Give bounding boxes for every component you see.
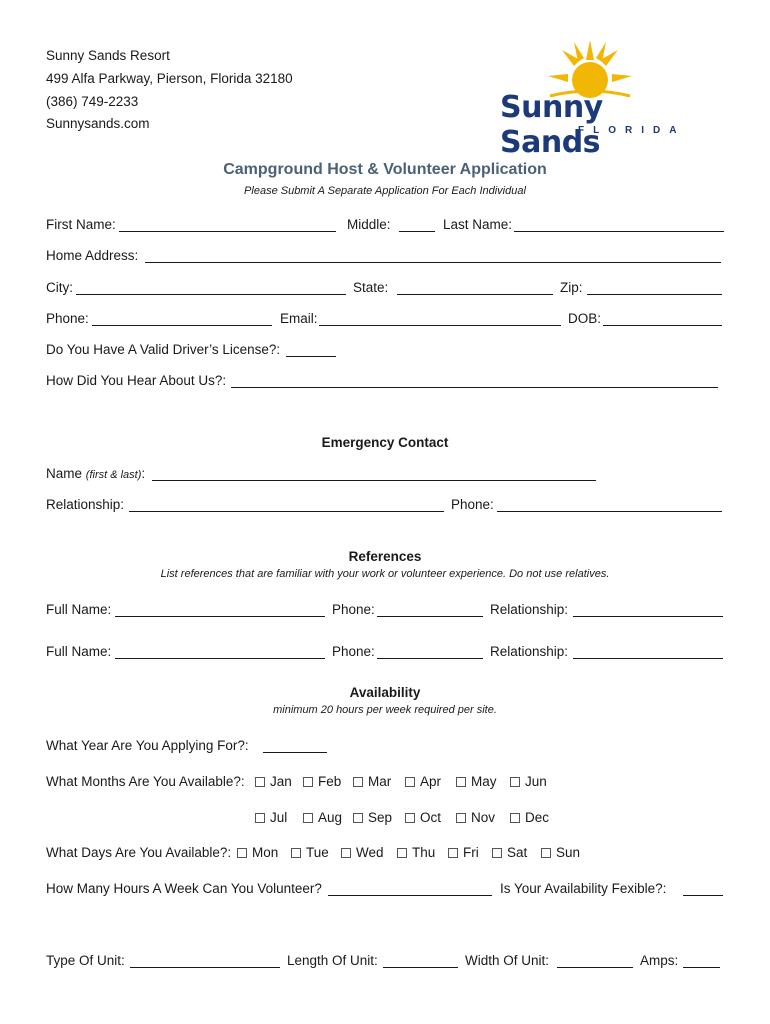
year-field[interactable] [263,752,327,753]
month-checkbox[interactable]: Dec [510,810,560,825]
emergency-name-text: Name [46,466,83,481]
middle-label: Middle: [347,217,391,232]
flexible-label: Is Your Availability Fexible?: [500,881,667,896]
checkbox-icon[interactable] [397,848,407,858]
checkbox-icon[interactable] [510,813,520,823]
month-checkbox[interactable]: Mar [353,774,405,789]
unit-length-field[interactable] [383,967,458,968]
city-field[interactable] [76,294,346,295]
ref1-relationship-field[interactable] [573,616,723,617]
ref1-name-field[interactable] [115,616,325,617]
checkbox-icon[interactable] [541,848,551,858]
hear-label: How Did You Hear About Us?: [46,373,227,388]
references-title: References [348,549,422,564]
checkbox-icon[interactable] [510,777,520,787]
ref1-phone-label: Phone: [332,602,375,617]
hours-field[interactable] [328,895,492,896]
checkbox-icon[interactable] [405,813,415,823]
checkbox-icon[interactable] [291,848,301,858]
last-name-field[interactable] [514,231,724,232]
months-row-1 [255,774,560,789]
checkbox-icon[interactable] [456,777,466,787]
zip-field[interactable] [587,294,722,295]
ref1-name-label: Full Name: [46,602,112,617]
logo-name: Sunny Sands [500,90,603,160]
license-label: Do You Have A Valid Driver’s License?: [46,342,281,357]
emergency-name-field[interactable] [152,480,596,481]
first-name-label: First Name: [46,217,116,232]
state-label: State: [353,280,389,295]
month-checkbox[interactable]: Apr [405,774,456,789]
unit-width-label: Width Of Unit: [465,953,550,968]
last-name-label: Last Name: [443,217,513,232]
email-field[interactable] [319,325,561,326]
ref2-relationship-field[interactable] [573,658,723,659]
day-checkbox[interactable]: Sun [541,845,591,860]
month-checkbox[interactable]: May [456,774,510,789]
months-row-2 [255,810,560,825]
form-title: Campground Host & Volunteer Application [223,161,547,178]
months-label: What Months Are You Available?: [46,774,245,789]
checkbox-icon[interactable] [405,777,415,787]
month-checkbox[interactable]: Jan [255,774,303,789]
hear-field[interactable] [231,387,718,388]
org-website: Sunnysands.com [46,116,150,131]
day-checkbox[interactable]: Wed [341,845,397,860]
amps-field[interactable] [683,967,720,968]
ref1-phone-field[interactable] [377,616,483,617]
emergency-name-hint: (first & last) [85,469,142,481]
phone-label: Phone: [46,311,89,326]
dob-field[interactable] [603,325,722,326]
emergency-name-colon: : [141,466,146,481]
emergency-relationship-field[interactable] [129,511,444,512]
dob-label: DOB: [568,311,602,326]
checkbox-icon[interactable] [303,777,313,787]
checkbox-icon[interactable] [303,813,313,823]
month-checkbox[interactable]: Oct [405,810,456,825]
checkbox-icon[interactable] [255,813,265,823]
zip-label: Zip: [560,280,583,295]
day-checkbox[interactable]: Tue [291,845,341,860]
sunny-sands-logo [500,38,686,160]
year-label: What Year Are You Applying For?: [46,738,249,753]
emergency-relationship-label: Relationship: [46,497,125,512]
form-subtitle: Please Submit A Separate Application For Each Individual [244,185,526,197]
checkbox-icon[interactable] [353,813,363,823]
emergency-phone-label: Phone: [451,497,494,512]
unit-length-label: Length Of Unit: [287,953,378,968]
ref2-name-label: Full Name: [46,644,112,659]
unit-type-label: Type Of Unit: [46,953,125,968]
home-address-label: Home Address: [46,248,139,263]
month-checkbox[interactable]: Nov [456,810,510,825]
middle-field[interactable] [399,231,435,232]
amps-label: Amps: [640,953,679,968]
ref2-phone-field[interactable] [377,658,483,659]
days-label: What Days Are You Available?: [46,845,232,860]
day-checkbox[interactable]: Thu [397,845,448,860]
org-address: 499 Alfa Parkway, Pierson, Florida 32180 [46,71,293,86]
month-checkbox[interactable]: Jun [510,774,560,789]
day-checkbox[interactable]: Sat [492,845,541,860]
checkbox-icon[interactable] [341,848,351,858]
license-field[interactable] [286,356,336,357]
ref1-relationship-label: Relationship: [490,602,569,617]
org-name: Sunny Sands Resort [46,48,170,63]
checkbox-icon[interactable] [237,848,247,858]
checkbox-icon[interactable] [456,813,466,823]
ref2-phone-label: Phone: [332,644,375,659]
unit-type-field[interactable] [130,967,280,968]
checkbox-icon[interactable] [255,777,265,787]
flexible-field[interactable] [683,895,723,896]
email-label: Email: [280,311,318,326]
checkbox-icon[interactable] [448,848,458,858]
month-checkbox[interactable]: Aug [303,810,353,825]
month-checkbox[interactable]: Feb [303,774,353,789]
checkbox-icon[interactable] [353,777,363,787]
days-row [237,845,591,860]
emergency-phone-field[interactable] [497,511,722,512]
availability-title: Availability [349,685,421,700]
day-checkbox[interactable]: Fri [448,845,492,860]
hours-label: How Many Hours A Week Can You Volunteer? [46,881,322,896]
unit-width-field[interactable] [557,967,633,968]
phone-field[interactable] [92,325,272,326]
references-subtitle: List references that are familiar with your work or volunteer experience. Do not use relatives. [160,568,610,580]
emergency-name-label [46,466,145,481]
emergency-title: Emergency Contact [321,435,449,450]
availability-subtitle: minimum 20 hours per week required per site. [273,704,497,716]
checkbox-icon[interactable] [492,848,502,858]
month-checkbox[interactable]: Sep [353,810,405,825]
city-label: City: [46,280,73,295]
org-phone: (386) 749-2233 [46,94,139,109]
ref2-name-field[interactable] [115,658,325,659]
state-field[interactable] [397,294,553,295]
day-checkbox[interactable]: Mon [237,845,291,860]
first-name-field[interactable] [119,231,336,232]
ref2-relationship-label: Relationship: [490,644,569,659]
logo-sub: FLORIDA [578,125,686,136]
home-address-field[interactable] [145,262,721,263]
month-checkbox[interactable]: Jul [255,810,303,825]
